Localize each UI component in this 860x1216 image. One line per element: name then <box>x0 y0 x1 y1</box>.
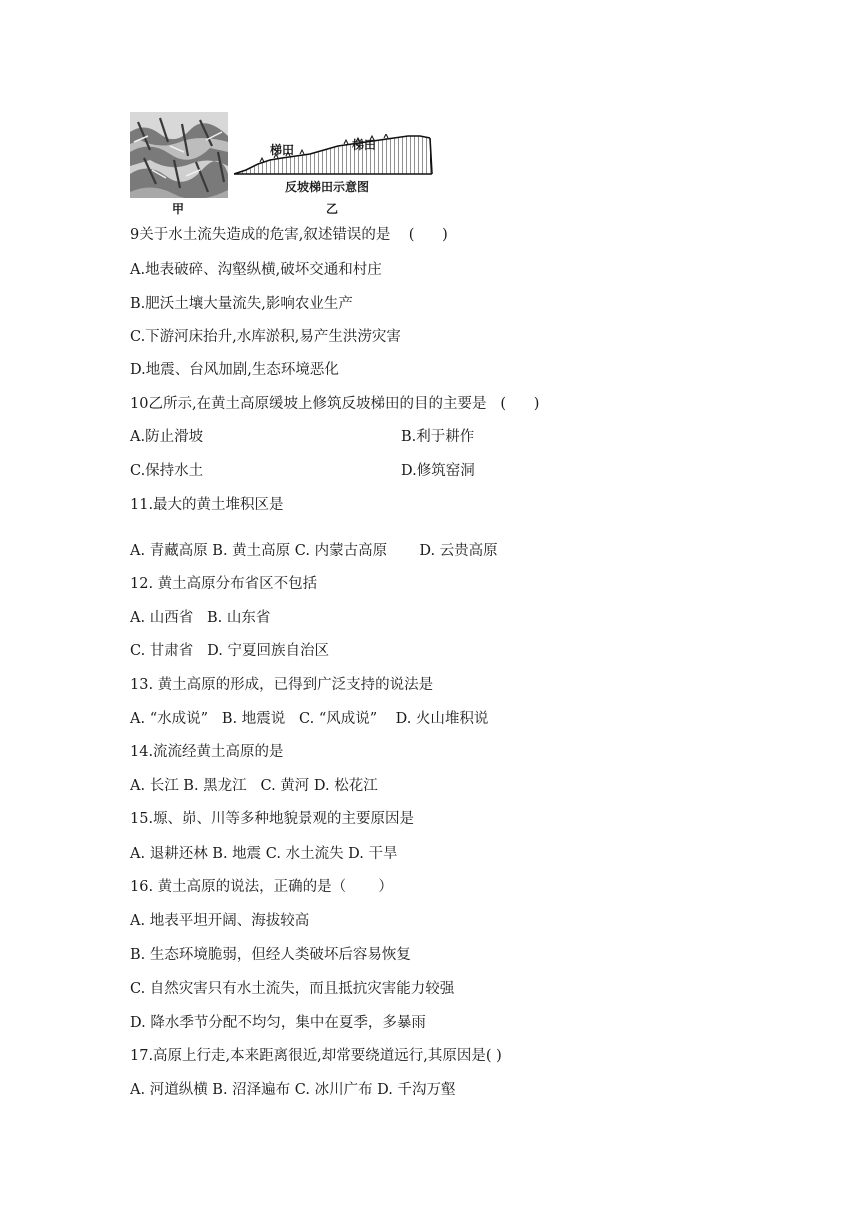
question-17-stem: 17.高原上行走,本来距离很近,却常要绕道远行,其原因是( ) <box>130 1048 502 1064</box>
question-14-options: A. 长江 B. 黑龙江 C. 黄河 D. 松花江 <box>130 778 378 794</box>
question-10-option-a: A.防止滑坡 <box>130 429 204 445</box>
terrace-label: 梯田 <box>270 143 295 157</box>
question-9-option-b: B.肥沃土壤大量流失,影响农业生产 <box>130 296 353 312</box>
question-16-option-a: A. 地表平坦开阔、海拔较高 <box>130 913 310 929</box>
question-17-options: A. 河道纵横 B. 沼泽遍布 C. 冰川广布 D. 千沟万壑 <box>130 1082 456 1098</box>
question-11-options: A. 青藏高原 B. 黄土高原 C. 内蒙古高原 D. 云贵高原 <box>130 543 498 559</box>
diagram-label: 乙 <box>326 202 339 216</box>
photo-label: 甲 <box>172 202 185 216</box>
question-12-options-ab: A. 山西省 B. 山东省 <box>130 610 271 626</box>
question-16-option-c: C. 自然灾害只有水土流失，而且抵抗灾害能力较强 <box>130 981 455 997</box>
question-9-option-c: C.下游河床抬升,水库淤积,易产生洪涝灾害 <box>130 329 401 345</box>
diagram-title: 反坡梯田示意图 <box>285 180 370 194</box>
figure-area <box>130 112 440 222</box>
question-16-option-b: B. 生态环境脆弱，但经人类破坏后容易恢复 <box>130 947 411 963</box>
question-9-option-d: D.地震、台风加剧,生态环境恶化 <box>130 362 339 378</box>
question-9-option-a: A.地表破碎、沟壑纵横,破坏交通和村庄 <box>130 262 382 278</box>
question-15-stem: 15.塬、峁、川等多种地貌景观的主要原因是 <box>130 811 415 827</box>
question-10-option-d: D.修筑窑洞 <box>401 463 475 479</box>
question-13-options: A. “水成说” B. 地震说 C. “风成说” D. 火山堆积说 <box>130 711 489 727</box>
question-11-stem: 11.最大的黄土堆积区是 <box>130 497 284 513</box>
question-9-stem: 9关于水土流失造成的危害,叙述错误的是 ( ) <box>130 227 448 243</box>
loess-gully-photo <box>130 112 228 198</box>
question-12-options-cd: C. 甘肃省 D. 宁夏回族自治区 <box>130 643 329 659</box>
question-10-option-b: B.利于耕作 <box>401 429 475 445</box>
terrace-label: 梯田 <box>352 138 377 152</box>
question-16-option-d: D. 降水季节分配不均匀，集中在夏季，多暴雨 <box>130 1015 426 1031</box>
question-16-stem: 16. 黄土高原的说法，正确的是（ ） <box>130 879 393 895</box>
question-10-option-c: C.保持水土 <box>130 463 204 479</box>
question-13-stem: 13. 黄土高原的形成，已得到广泛支持的说法是 <box>130 677 434 693</box>
question-15-options: A. 退耕还林 B. 地震 C. 水土流失 D. 干旱 <box>130 846 398 862</box>
question-12-stem: 12. 黄土高原分布省区不包括 <box>130 576 318 592</box>
question-10-stem: 10乙所示,在黄土高原缓坡上修筑反坡梯田的目的主要是 ( ) <box>130 396 540 412</box>
question-14-stem: 14.流流经黄土高原的是 <box>130 744 284 760</box>
